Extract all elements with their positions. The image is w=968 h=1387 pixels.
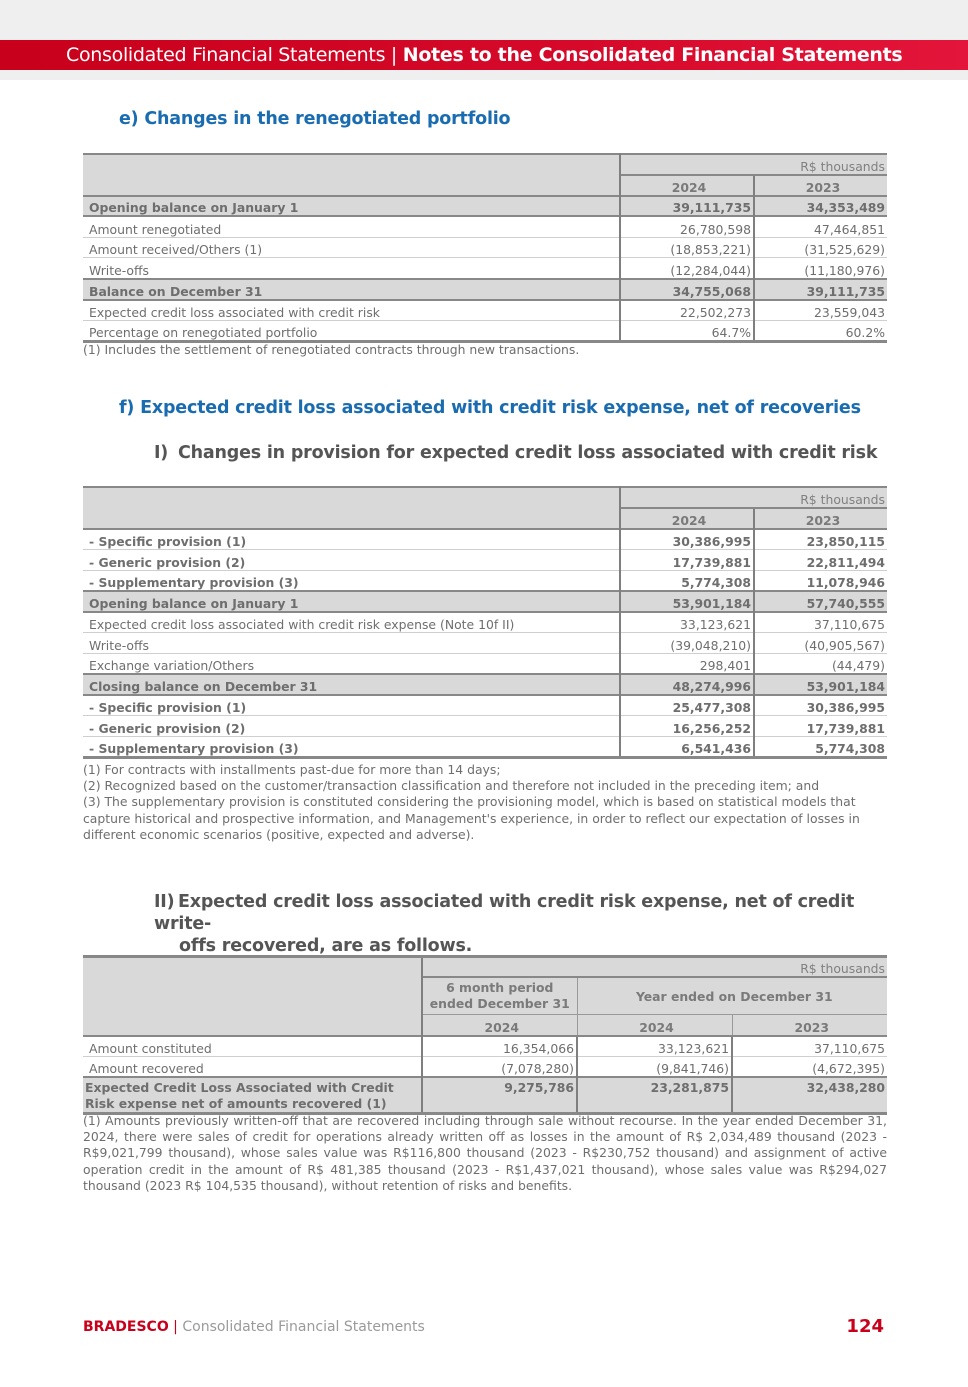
col-group-header: Year ended on December 31: [577, 977, 887, 1015]
table-row: Opening balance on January 1 39,111,735 34,353,489: [83, 196, 887, 217]
table-row: - Generic provision (2) 16,256,252 17,739,881: [83, 716, 887, 737]
header-bar: [0, 40, 968, 70]
section-f-title: f) Expected credit loss associated with credit risk expense, net of recoveries: [119, 398, 861, 418]
brand-name: BRADESCO: [83, 1319, 169, 1335]
page-footer: [83, 1316, 887, 1341]
table-row: Balance on December 31 34,755,068 39,111,735: [83, 279, 887, 300]
footnote: (2) Recognized based on the customer/transaction classification and therefore not included in the preceding item; and: [83, 778, 820, 794]
header-prefix: Consolidated Financial Statements |: [66, 44, 403, 66]
footnote: (1) Includes the settlement of renegotiated contracts through new transactions.: [83, 342, 580, 357]
provision-changes-table: [83, 486, 887, 759]
col-header: 2023: [732, 1015, 887, 1036]
header-blank: [83, 487, 620, 529]
col-header: 2024: [620, 508, 754, 529]
table-row: Write-offs (39,048,210) (40,905,567): [83, 633, 887, 654]
footnote: (1) Amounts previously written-off that are recovered including through sale without recourse. In the year ended December 31, 2024, there were sales of credit for operations already written off as losses in the amount of R$ 2,034,489 thousand (2023 - R$9,021,799 thousand), whose sales value was R$116,800 thousand (2023 - R$230,752 thousand) and assignment of active operation credit in the amount of R$ 481,385 thousand (2023 - R$1,437,021 thousand), whose sales value was R$294,027 thousand (2023 R$ 104,535 thousand), without retention of risks and benefits.: [83, 1113, 887, 1193]
table-row: Expected credit loss associated with credit risk 22,502,273 23,559,043: [83, 300, 887, 321]
page-number: 124: [846, 1316, 884, 1337]
table-row: Percentage on renegotiated portfolio 64.7% 60.2%: [83, 320, 887, 341]
table-row: Opening balance on January 1 53,901,184 57,740,555: [83, 591, 887, 612]
table-row: Amount recovered (7,078,280) (9,841,746) (4,672,395): [83, 1056, 887, 1077]
footer-separator: |: [168, 1319, 183, 1335]
unit-label: R$ thousands: [422, 957, 887, 978]
footnote: (3) The supplementary provision is constituted considering the provisioning model, which is based on statistical models that capture historical and prospective information, and Management's experience, in order to reflect our expectation of losses in different economic scenarios (positive, expected and adverse).: [83, 794, 860, 842]
footnote: (1) For contracts with installments past-due for more than 14 days;: [83, 762, 501, 777]
table-row: Closing balance on December 31 48,274,996 53,901,184: [83, 674, 887, 695]
header-blank: [83, 957, 422, 1036]
header-title: Notes to the Consolidated Financial Statements: [402, 44, 903, 66]
subsection-i-title: I) Changes in provision for expected credit loss associated with credit risk: [154, 443, 878, 463]
col-header: 2023: [754, 508, 887, 529]
unit-label: R$ thousands: [620, 487, 887, 508]
col-group-header: 6 month period ended December 31: [422, 977, 577, 1015]
unit-label: R$ thousands: [620, 154, 887, 175]
col-header: 2023: [754, 175, 887, 196]
subsection-ii-title: II) Expected credit loss associated with credit risk expense, net of credit write- offs recovered, are as follows.: [154, 892, 855, 956]
table-row: Amount renegotiated 26,780,598 47,464,851: [83, 216, 887, 237]
footnotes: [83, 762, 887, 843]
ecl-net-recoveries-table: [83, 955, 887, 1115]
col-header: 2024: [620, 175, 754, 196]
renegotiated-portfolio-table: [83, 153, 887, 343]
table-row: Write-offs (12,284,044) (11,180,976): [83, 258, 887, 279]
subsection-number: I): [154, 443, 169, 463]
footer-doc-title: Consolidated Financial Statements: [182, 1319, 425, 1335]
table-row: - Specific provision (1) 30,386,995 23,850,115: [83, 529, 887, 550]
header-blank: [83, 154, 620, 196]
table-row: Exchange variation/Others 298,401 (44,479): [83, 653, 887, 674]
col-header: 2024: [577, 1015, 732, 1036]
subsection-number: II): [154, 892, 175, 912]
section-e-title: e) Changes in the renegotiated portfolio: [119, 109, 511, 129]
table-row: Expected Credit Loss Associated with Credit Risk expense net of amounts recovered (1) 9,275,786 23,281,875 32,438,280: [83, 1077, 887, 1114]
table-row: - Specific provision (1) 25,477,308 30,386,995: [83, 695, 887, 716]
table-row: - Supplementary provision (3) 6,541,436 5,774,308: [83, 737, 887, 758]
table-row: - Supplementary provision (3) 5,774,308 11,078,946: [83, 570, 887, 591]
table-row: Amount received/Others (1) (18,853,221) (31,525,629): [83, 237, 887, 258]
table-row: Expected credit loss associated with credit risk expense (Note 10f II) 33,123,621 37,110,675: [83, 612, 887, 633]
col-header: 2024: [422, 1015, 577, 1036]
table-row: - Generic provision (2) 17,739,881 22,811,494: [83, 549, 887, 570]
table-row: Amount constituted 16,354,066 33,123,621 37,110,675: [83, 1036, 887, 1057]
